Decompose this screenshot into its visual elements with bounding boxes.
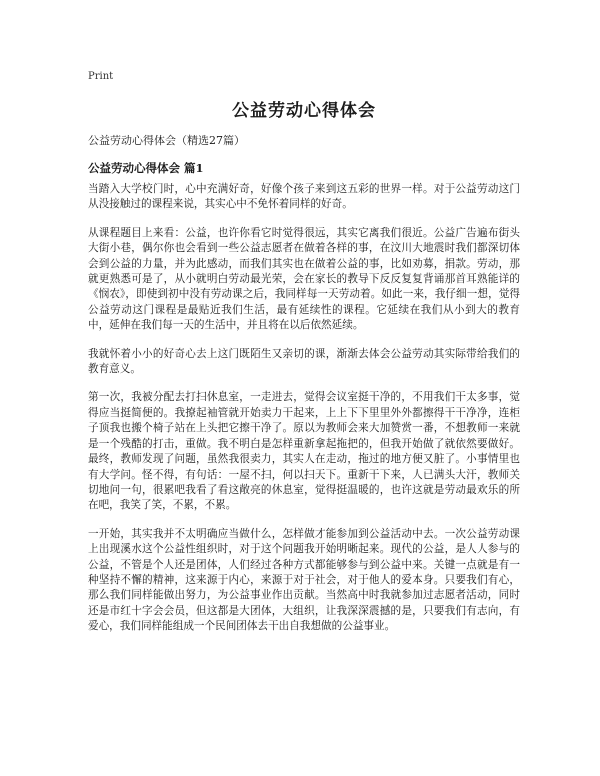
paragraph: 从课程题目上来看：公益，也许你看它时觉得很远，其实它离我们很近。公益广告遍布街头大街小巷，偶尔你也会看到一些公益志愿者在做着各样的事，在汶川大地震时我们都深切体会到公益的力量，并为此感动，而我们其实也在做着公益的事，比如劝募，捐款。劳动，那就更熟悉可是了，从小就明白劳动最光荣，会在家长的教导下反反复复背诵那首耳熟能详的《悯农》，即使到初中没有劳动课之后，我同样每一天劳动着。如此一来，我仔细一想，觉得公益劳动这门课程是最贴近我们生活，最有延续性的课程。它延续在我们从小到大的教育中，延伸在我们每一天的生活中，并且将在以后依然延续。 <box>88 226 520 332</box>
document-subtitle: 公益劳动心得体会（精选27篇） <box>88 134 245 147</box>
print-link[interactable]: Print <box>88 71 114 82</box>
paragraph: 第一次，我被分配去打扫休息室，一走进去，觉得会议室挺干净的，不用我们干太多事，觉得应当挺简便的。我撩起袖管就开始卖力干起来，上上下下里里外外都擦得干干净净，连柜子顶我也搬个椅子站在上头把它擦干净了。原以为教师会来大加赞赏一番，不想教师一来就是一个残酷的打击，重做。我不明白是怎样重新拿起拖把的，但我开始做了就依然要做好。最终，教师发现了问题，虽然我很卖力，其实人在走动，拖过的地方便又脏了。小事情里也有大学问。怪不得，有句话：一屋不扫，何以扫天下。重新干下来，人已满头大汗，教师关切地问一句，很累吧我看了看这敞亮的休息室，觉得挺温暖的，也许这就是劳动最欢乐的所在吧，我笑了笑，不累，不累。 <box>88 391 520 512</box>
article-body <box>88 182 520 648</box>
paragraph: 一开始，其实我并不太明确应当做什么，怎样做才能参加到公益活动中去。一次公益劳动课上出现溪水这个公益性组织时，对于这个问题我开始明晰起来。现代的公益，是人人参与的公益，不管是个人还是团体，人们经过各种方式都能够参与到公益中来。关键一点就是有一种坚持不懈的精神，这来源于内心，来源于对于社会，对于他人的爱本身。只要我们有心，那么我们同样能做出努力，为公益事业作出贡献。当然高中时我就参加过志愿者活动，同时还是市红十字会会员，但这都是大团体，大组织，让我深深震撼的是，只要我们有志向，有爱心，我们同样能组成一个民间团体去干出自我想做的公益事业。 <box>88 527 520 633</box>
paragraph: 我就怀着小小的好奇心去上这门既陌生又亲切的课，渐渐去体会公益劳动其实际带给我们的教育意义。 <box>88 347 520 376</box>
paragraph: 当踏入大学校门时，心中充满好奇，好像个孩子来到这五彩的世界一样。对于公益劳动这门从没接触过的课程来说，其实心中不免怀着同样的好奇。 <box>88 183 520 211</box>
page-title: 公益劳动心得体会 <box>232 101 376 121</box>
section-heading: 公益劳动心得体会 篇1 <box>88 161 204 175</box>
